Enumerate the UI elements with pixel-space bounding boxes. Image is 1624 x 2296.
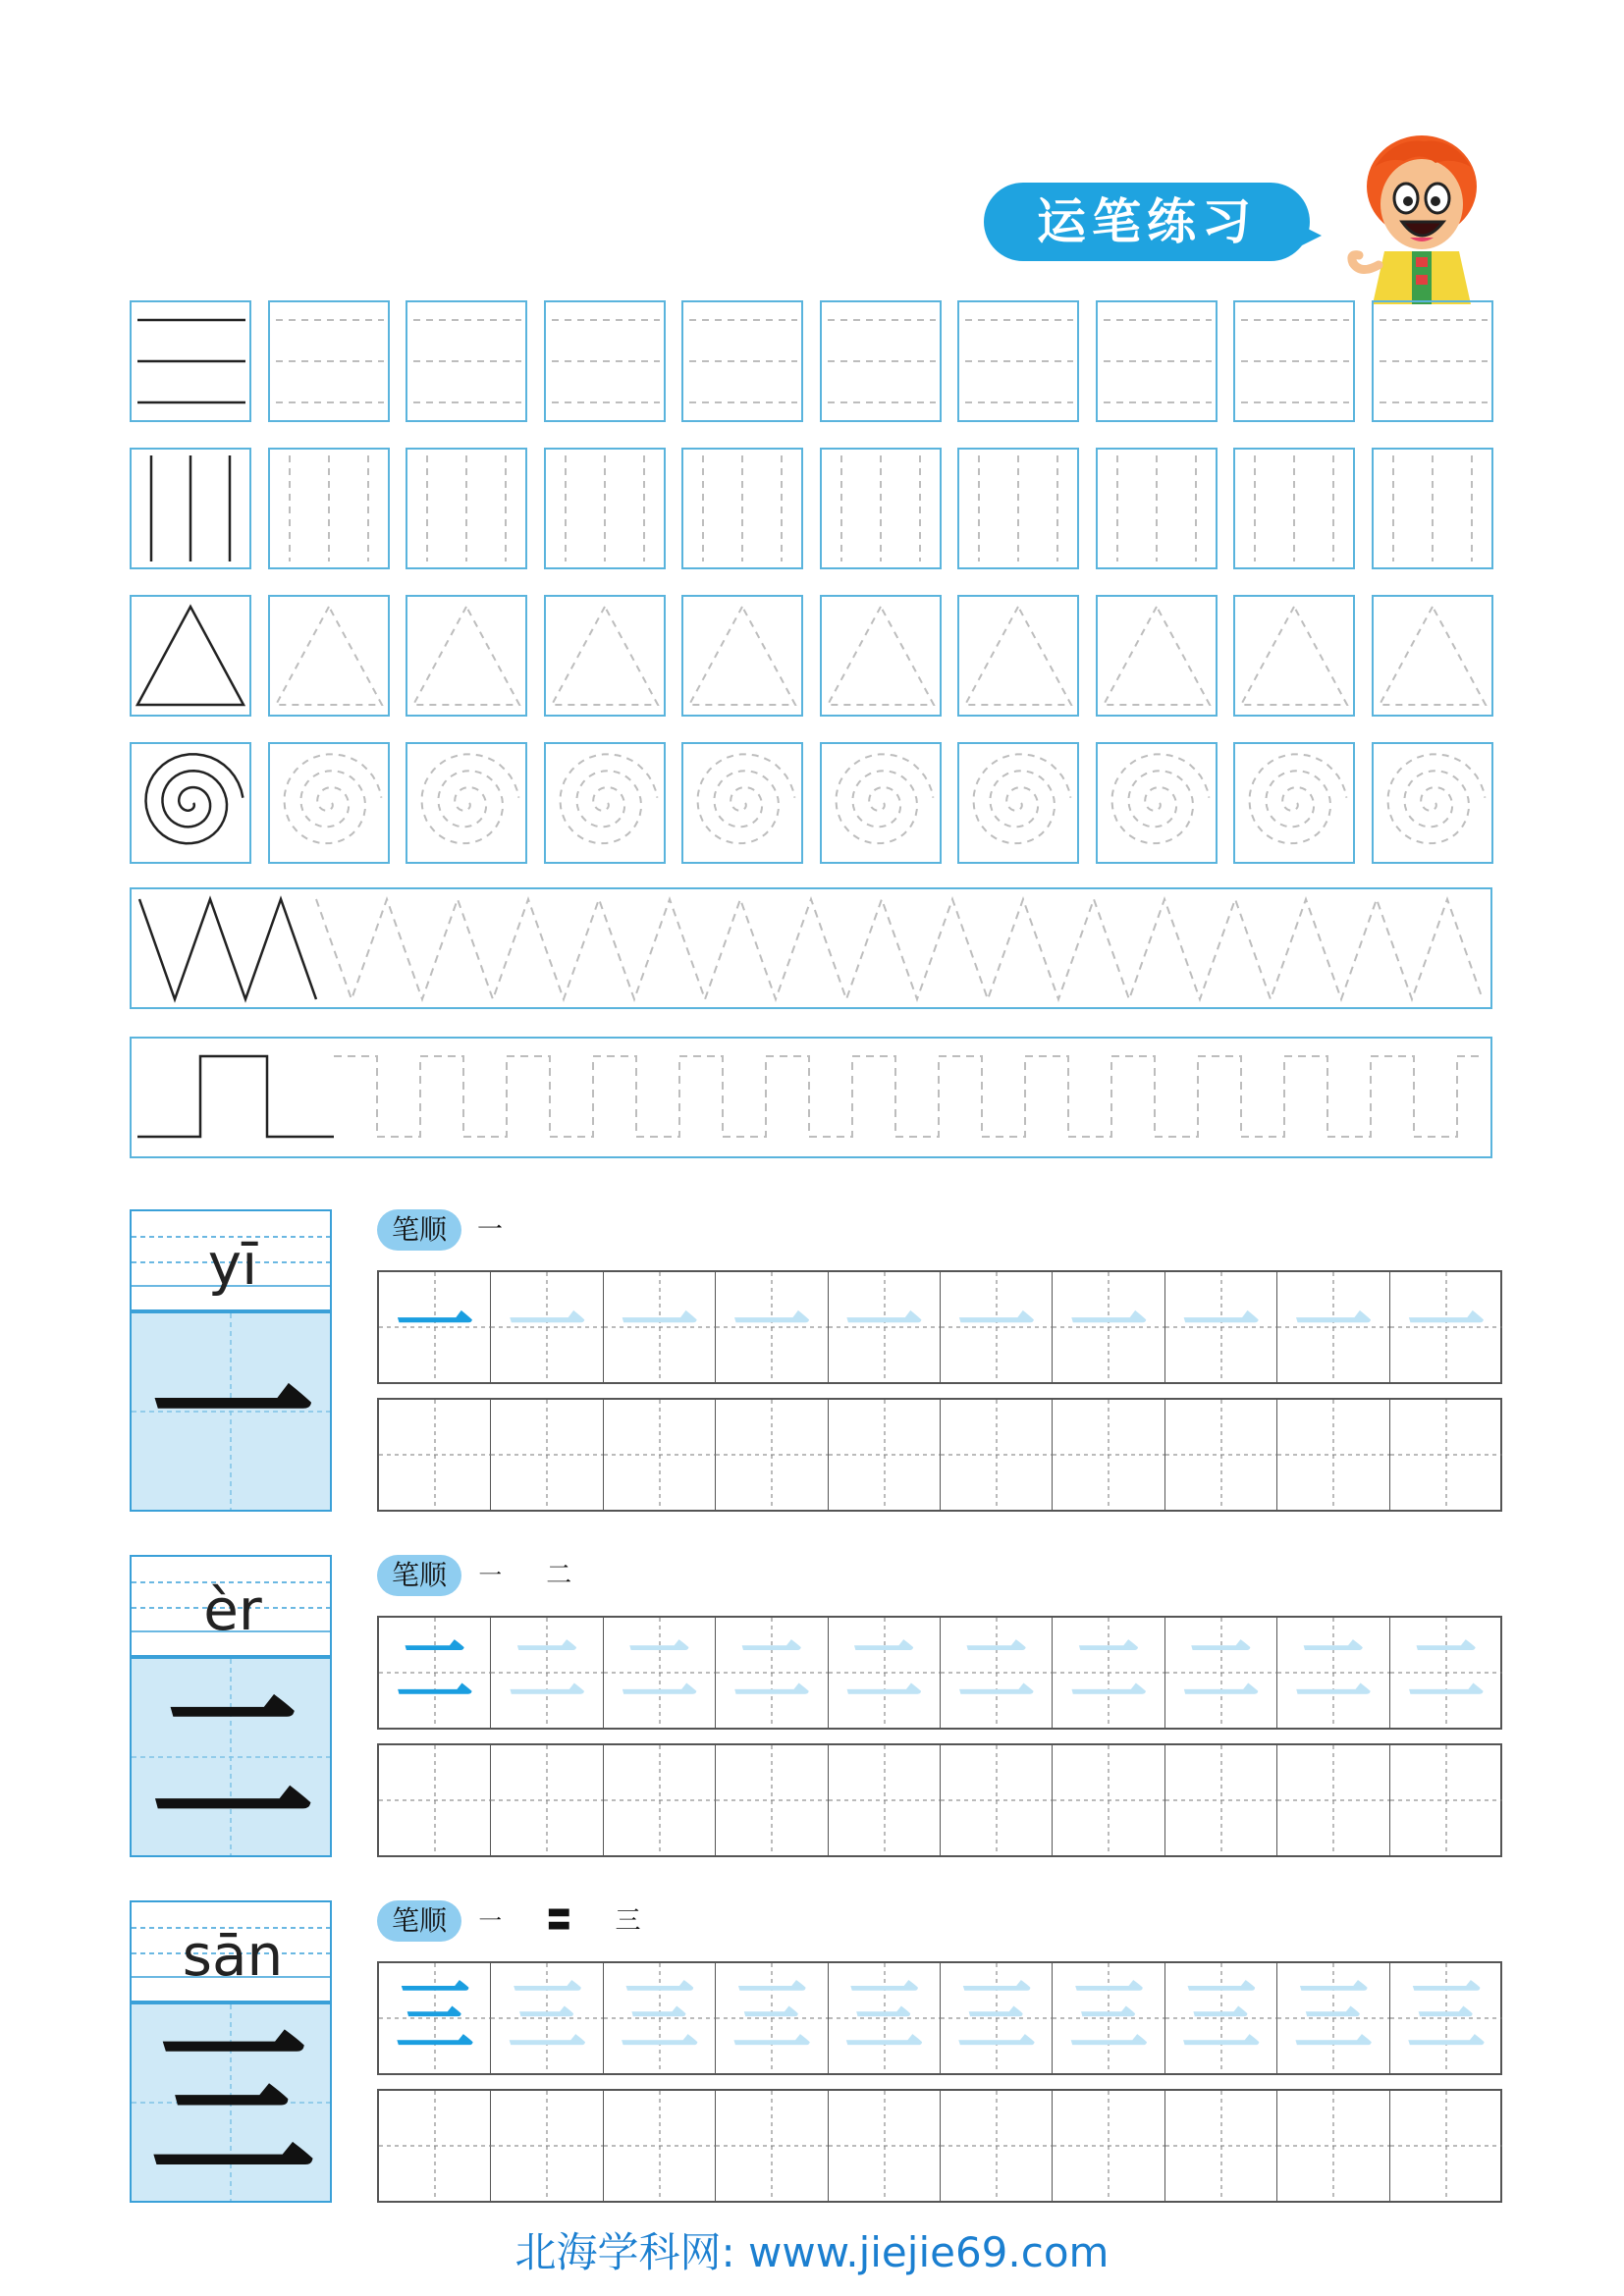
triangle-box	[957, 595, 1079, 717]
writing-cell[interactable]	[604, 2091, 716, 2201]
writing-cell[interactable]	[1277, 2091, 1389, 2201]
tracing-cell[interactable]	[491, 1618, 603, 1728]
spiral-box	[820, 742, 942, 864]
hanzi-character: 二	[150, 1662, 315, 1856]
spiral-box	[1233, 742, 1355, 864]
horizontal-lines-box	[1372, 300, 1493, 422]
tracing-cell[interactable]	[1053, 1963, 1164, 2073]
writing-cell[interactable]	[1277, 1745, 1389, 1855]
hanzi-box	[130, 1657, 332, 1857]
writing-cell[interactable]	[716, 2091, 828, 2201]
stroke-order-sequence: 一	[477, 1215, 521, 1245]
tracing-cell[interactable]	[379, 1618, 491, 1728]
spiral-box	[544, 742, 666, 864]
tracing-cell[interactable]	[716, 1963, 828, 2073]
writing-cell[interactable]	[1390, 1400, 1502, 1510]
tracing-cell[interactable]	[829, 1618, 941, 1728]
triangle-box	[681, 595, 803, 717]
page-title: 运笔练习	[984, 183, 1310, 261]
triangle-box	[1096, 595, 1218, 717]
character-card	[130, 1209, 332, 1512]
writing-cell[interactable]	[1165, 1745, 1277, 1855]
tracing-cell[interactable]	[1277, 1963, 1389, 2073]
trace-character: 二	[1406, 1625, 1486, 1717]
hanzi-character: 三	[150, 2007, 315, 2202]
stroke-order-label: 笔顺	[377, 1555, 461, 1596]
writing-cell[interactable]	[1053, 1400, 1164, 1510]
triangle-box	[268, 595, 390, 717]
pinyin-label: èr	[203, 1576, 262, 1643]
trace-character: 一	[1293, 1279, 1373, 1371]
tracing-cell[interactable]	[379, 1963, 491, 2073]
trace-character: 二	[1293, 1625, 1373, 1717]
tracing-cell[interactable]	[491, 1272, 603, 1382]
triangle-box	[1372, 595, 1493, 717]
writing-cell[interactable]	[941, 1400, 1053, 1510]
trace-character: 二	[1181, 1625, 1261, 1717]
writing-cell[interactable]	[491, 1745, 603, 1855]
pinyin-box	[130, 1900, 332, 2002]
trace-character: 二	[508, 1625, 587, 1717]
horizontal-lines-box	[406, 300, 527, 422]
tracing-cell[interactable]	[1390, 1618, 1502, 1728]
spiral-box	[957, 742, 1079, 864]
vertical-lines-box	[957, 448, 1079, 569]
trace-character: 三	[1293, 1970, 1373, 2062]
horizontal-lines-box	[130, 300, 251, 422]
trace-character: 三	[1181, 1970, 1261, 2062]
horizontal-lines-box	[681, 300, 803, 422]
mascot-boy-illustration	[1345, 128, 1492, 304]
hanzi-box	[130, 2002, 332, 2203]
writing-cell[interactable]	[491, 1400, 603, 1510]
writing-cell[interactable]	[1165, 1400, 1277, 1510]
writing-cell[interactable]	[1165, 2091, 1277, 2201]
triangle-box	[1233, 595, 1355, 717]
trace-character: 三	[620, 1970, 699, 2062]
tracing-grid-row	[377, 1270, 1502, 1384]
triangle-box	[544, 595, 666, 717]
tracing-cell[interactable]	[716, 1272, 828, 1382]
horizontal-lines-box	[1096, 300, 1218, 422]
trace-character: 一	[508, 1279, 587, 1371]
vertical-lines-box	[820, 448, 942, 569]
trace-character: 一	[844, 1279, 924, 1371]
stroke-order-label: 笔顺	[377, 1209, 461, 1251]
trace-character: 三	[1406, 1970, 1486, 2062]
vertical-lines-box	[681, 448, 803, 569]
tracing-cell[interactable]	[716, 1618, 828, 1728]
tracing-cell[interactable]	[604, 1618, 716, 1728]
spiral-box	[681, 742, 803, 864]
writing-cell[interactable]	[716, 1400, 828, 1510]
writing-cell[interactable]	[379, 1400, 491, 1510]
tracing-cell[interactable]	[1390, 1963, 1502, 2073]
writing-cell[interactable]	[379, 2091, 491, 2201]
writing-cell[interactable]	[829, 1745, 941, 1855]
horizontal-lines-box	[544, 300, 666, 422]
tracing-cell[interactable]	[1053, 1618, 1164, 1728]
spiral-box	[1096, 742, 1218, 864]
tracing-cell[interactable]	[1165, 1618, 1277, 1728]
writing-cell[interactable]	[1390, 1745, 1502, 1855]
writing-grid-row	[377, 2089, 1502, 2203]
stroke-order-sequence: ㇐ 二	[477, 1561, 590, 1590]
pinyin-label: sān	[182, 1922, 284, 1989]
vertical-lines-box	[406, 448, 527, 569]
trace-character: 三	[956, 1970, 1036, 2062]
spiral-box	[268, 742, 390, 864]
trace-character: 二	[956, 1625, 1036, 1717]
character-card	[130, 1900, 332, 2203]
tracing-cell[interactable]	[1277, 1618, 1389, 1728]
writing-cell[interactable]	[379, 1745, 491, 1855]
character-card	[130, 1555, 332, 1857]
tracing-cell[interactable]	[1277, 1272, 1389, 1382]
spiral-box	[1372, 742, 1493, 864]
hanzi-character: 一	[150, 1316, 315, 1511]
trace-character: 一	[956, 1279, 1036, 1371]
tracing-cell[interactable]	[604, 1963, 716, 2073]
vertical-lines-box	[544, 448, 666, 569]
spiral-box	[406, 742, 527, 864]
vertical-lines-box	[1096, 448, 1218, 569]
trace-character: 二	[620, 1625, 699, 1717]
trace-character: 三	[1069, 1970, 1149, 2062]
trace-character: 二	[395, 1625, 474, 1717]
tracing-cell[interactable]	[941, 1618, 1053, 1728]
trace-character: 三	[844, 1970, 924, 2062]
tracing-cell[interactable]	[1165, 1963, 1277, 2073]
writing-cell[interactable]	[1277, 1400, 1389, 1510]
writing-grid-row	[377, 1398, 1502, 1512]
triangle-box	[130, 595, 251, 717]
trace-character: 二	[731, 1625, 811, 1717]
writing-cell[interactable]	[716, 1745, 828, 1855]
writing-cell[interactable]	[604, 1745, 716, 1855]
tracing-cell[interactable]	[1165, 1272, 1277, 1382]
writing-cell[interactable]	[829, 1400, 941, 1510]
tracing-cell[interactable]	[379, 1272, 491, 1382]
vertical-lines-box	[268, 448, 390, 569]
tracing-grid-row	[377, 1961, 1502, 2075]
pinyin-label: yī	[207, 1231, 258, 1298]
trace-character: 一	[395, 1279, 474, 1371]
trace-character: 一	[1406, 1279, 1486, 1371]
writing-cell[interactable]	[941, 1745, 1053, 1855]
horizontal-lines-box	[268, 300, 390, 422]
stroke-order-sequence: ㇐ 〓 三	[477, 1906, 659, 1936]
tracing-cell[interactable]	[491, 1963, 603, 2073]
trace-character: 一	[1181, 1279, 1261, 1371]
writing-cell[interactable]	[491, 2091, 603, 2201]
trace-character: 三	[731, 1970, 811, 2062]
hanzi-box	[130, 1311, 332, 1512]
triangle-box	[406, 595, 527, 717]
stroke-order-label: 笔顺	[377, 1900, 461, 1942]
writing-cell[interactable]	[1053, 1745, 1164, 1855]
trace-character: 三	[395, 1970, 474, 2062]
trace-character: 一	[620, 1279, 699, 1371]
trace-character: 一	[731, 1279, 811, 1371]
tracing-cell[interactable]	[1390, 1272, 1502, 1382]
horizontal-lines-box	[1233, 300, 1355, 422]
footer-watermark: 北海学科网: www.jiejie69.com	[514, 2228, 1110, 2276]
triangle-box	[820, 595, 942, 717]
trace-character: 二	[844, 1625, 924, 1717]
writing-cell[interactable]	[941, 2091, 1053, 2201]
square-wave-practice-strip	[130, 1037, 1492, 1158]
trace-character: 三	[508, 1970, 587, 2062]
trace-character: 二	[1069, 1625, 1149, 1717]
pinyin-box	[130, 1209, 332, 1311]
vertical-lines-box	[1372, 448, 1493, 569]
tracing-cell[interactable]	[829, 1272, 941, 1382]
zigzag-practice-strip	[130, 887, 1492, 1009]
tracing-cell[interactable]	[1053, 1272, 1164, 1382]
writing-cell[interactable]	[1390, 2091, 1502, 2201]
speech-bubble-tail	[1294, 222, 1322, 249]
vertical-lines-box	[130, 448, 251, 569]
tracing-cell[interactable]	[941, 1272, 1053, 1382]
tracing-cell[interactable]	[604, 1272, 716, 1382]
trace-character: 一	[1069, 1279, 1149, 1371]
tracing-cell[interactable]	[829, 1963, 941, 2073]
spiral-box	[130, 742, 251, 864]
pinyin-box	[130, 1555, 332, 1657]
writing-cell[interactable]	[1053, 2091, 1164, 2201]
writing-grid-row	[377, 1743, 1502, 1857]
writing-cell[interactable]	[829, 2091, 941, 2201]
writing-cell[interactable]	[604, 1400, 716, 1510]
vertical-lines-box	[1233, 448, 1355, 569]
tracing-cell[interactable]	[941, 1963, 1053, 2073]
tracing-grid-row	[377, 1616, 1502, 1730]
horizontal-lines-box	[820, 300, 942, 422]
horizontal-lines-box	[957, 300, 1079, 422]
